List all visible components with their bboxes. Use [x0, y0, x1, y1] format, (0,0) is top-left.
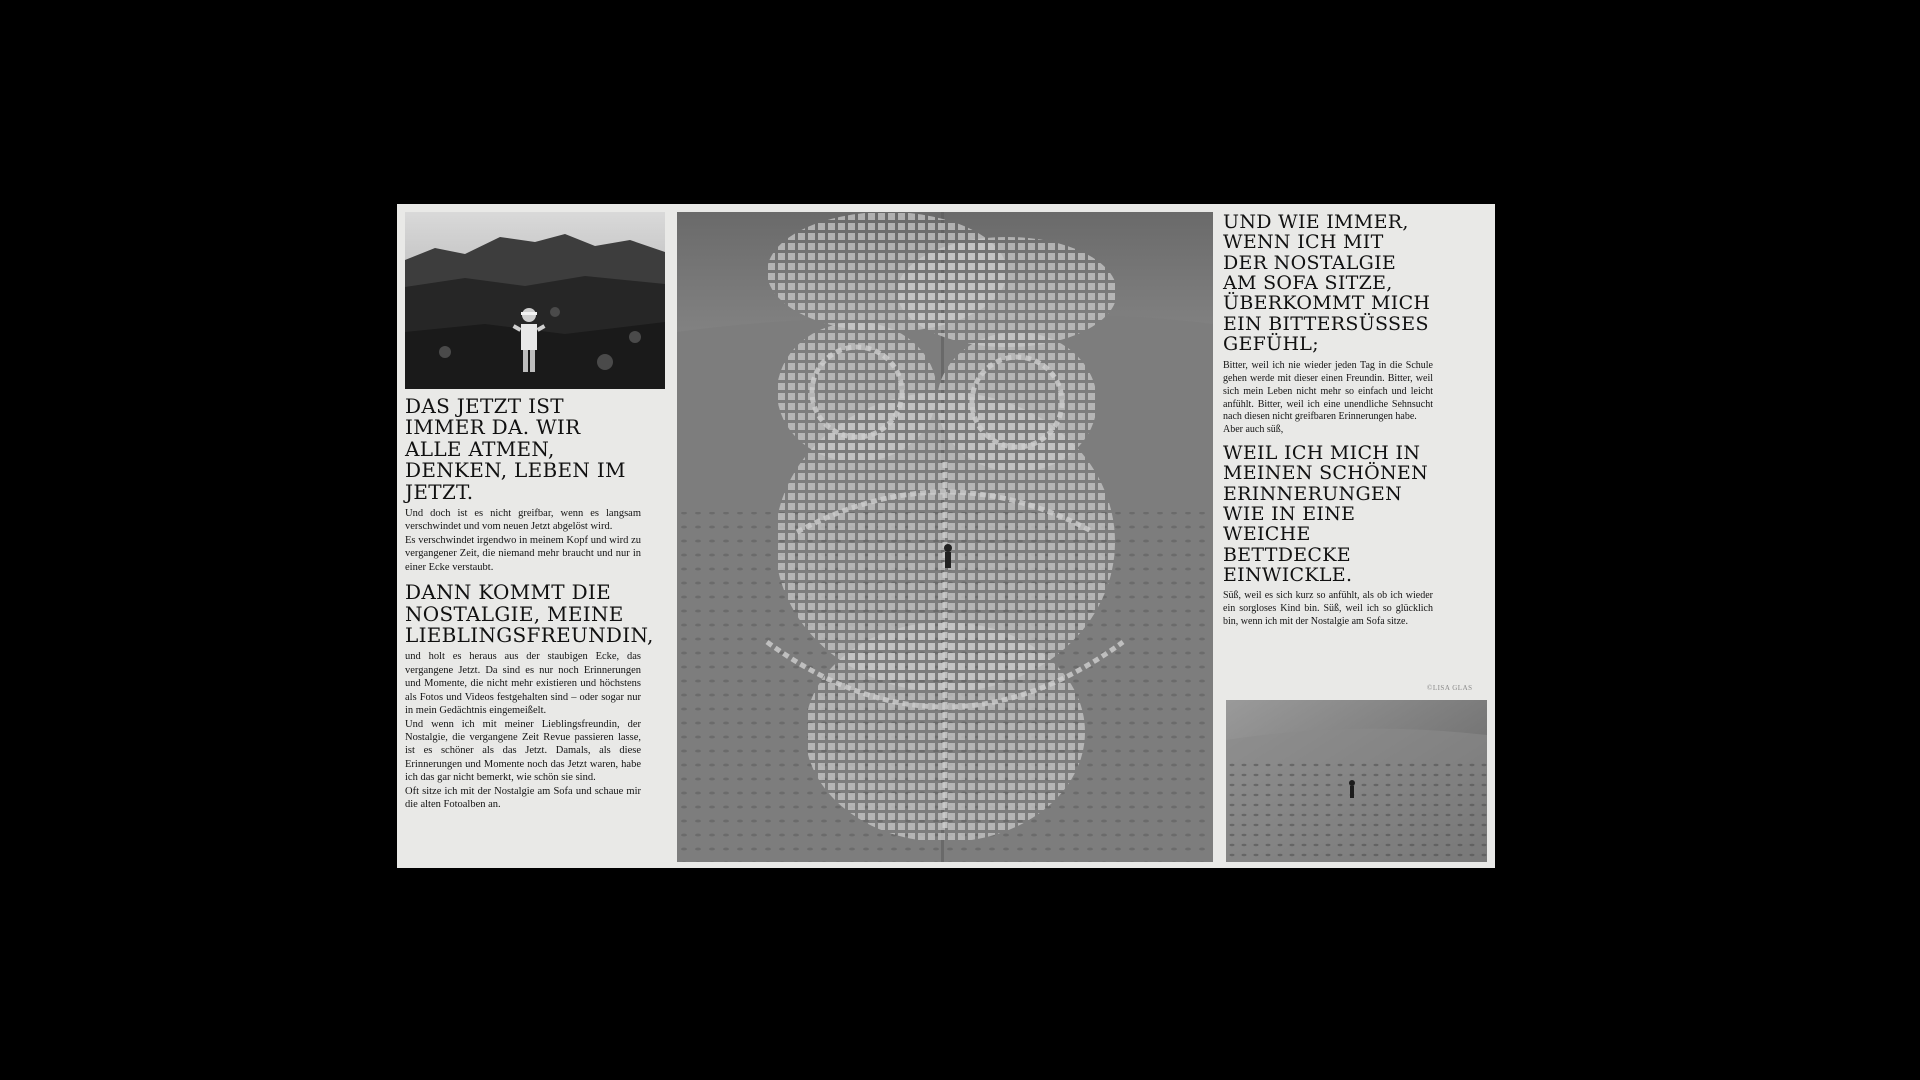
desert-stitch-pattern-photo [677, 212, 1213, 862]
paragraph: Aber auch süß, [1223, 424, 1284, 436]
left-body-2 [405, 650, 641, 811]
paragraph: Und wenn ich mit meiner Lieblingsfreundin, der Nostalgie, die vergangene Zeit Revue passieren lasse, ist es schöner als das Jetzt. Damals, als diese Erinnerungen und Momente noch das Jetzt waren, habe ich das gar nicht bemerkt, wie schön sie sind. [405, 718, 641, 784]
photo-credit: ©LISA GLAS [1427, 684, 1473, 692]
right-body-2 [1223, 590, 1433, 628]
paragraph: Es verschwindet irgendwo in meinem Kopf und wird zu vergangener Zeit, die niemand mehr braucht und nur in einer Ecke verstaubt. [405, 534, 641, 573]
paragraph: Süß, weil es sich kurz so anfühlt, als ob ich wieder ein sorgloses Kind bin. Süß, weil ich so glücklich bin, wenn ich mit der Nostalgie am Sofa sitze. [1223, 590, 1433, 627]
magazine-spread [397, 204, 1495, 868]
mountain-portrait-photo [405, 212, 665, 389]
dune-walker-photo [1226, 700, 1487, 862]
right-text-column [1223, 212, 1433, 629]
left-text-column [405, 394, 654, 812]
paragraph: Oft sitze ich mit der Nostalgie am Sofa und schaue mir die alten Fotoalben an. [405, 785, 641, 811]
headline-nostalgie: DANN KOMMT DIE NOSTALGIE, MEINE LIEBLINGSFREUNDIN, [405, 580, 654, 647]
right-body-1 [1223, 360, 1433, 437]
paragraph: Und doch ist es nicht greifbar, wenn es langsam verschwindet und vom neuen Jetzt abgelöst wird. [405, 507, 641, 533]
headline-bittersuess: UND WIE IMMER, WENN ICH MIT DER NOSTALGIE AM SOFA SITZE, ÜBERKOMMT MICH EIN BITTERSÜSSES GEFÜHL; [1223, 211, 1431, 355]
headline-bettdecke: WEIL ICH MICH IN MEINEN SCHÖNEN ERINNERUNGEN WIE IN EINE WEICHE BETTDECKE EINWICKLE. [1223, 442, 1429, 587]
paragraph: und holt es heraus aus der staubigen Ecke, das vergangene Jetzt. Da sind es nur noch Erinnerungen und Momente, die nicht mehr existieren und höchstens als Fotos und Videos festgehalten sind – oder sogar nur in mein Gedächtnis eingemeißelt. [405, 651, 641, 717]
headline-jetzt: DAS JETZT IST IMMER DA. WIR ALLE ATMEN, DENKEN, LEBEN IM JETZT. [405, 394, 626, 504]
left-body-1 [405, 507, 641, 574]
paragraph: Bitter, weil ich nie wieder jeden Tag in die Schule gehen werde mit dieser einen Freundin. Bitter, weil sich mein Leben nicht mehr so einfach und leicht anfühlt. Bitter, weil ich eine unendliche Sehnsucht nach diesen nicht greifbaren Erinnerungen habe. [1223, 360, 1433, 423]
